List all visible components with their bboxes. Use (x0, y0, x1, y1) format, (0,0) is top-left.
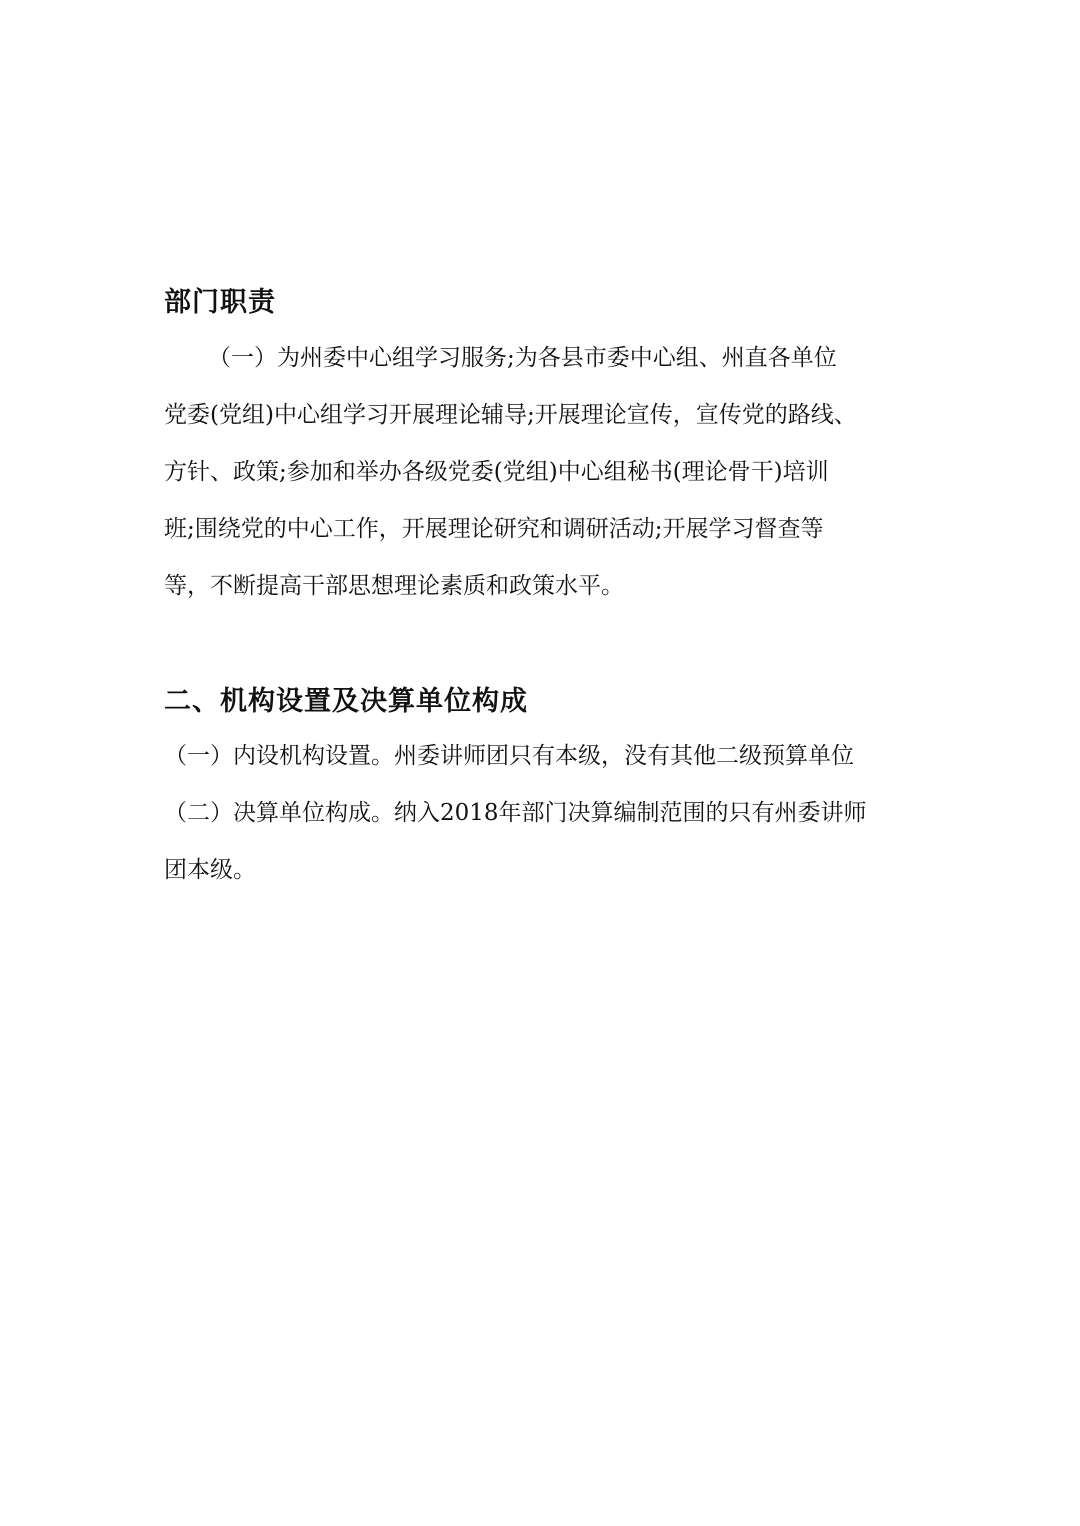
paragraph-line: 方针、政策;参加和举办各级党委(党组)中心组秘书(理论骨干)培训 (164, 459, 829, 485)
department-duties-paragraph (164, 330, 924, 615)
section-heading-department-duties: 部门职责 (164, 287, 276, 318)
paragraph-line: 等，不断提高干部思想理论素质和政策水平。 (164, 573, 624, 599)
paragraph-line: 党委(党组)中心组学习开展理论辅导;开展理论宣传，宣传党的路线、 (164, 402, 857, 428)
section-heading-organization: 二、机构设置及决算单位构成 (164, 686, 528, 717)
paragraph-line: 班;围绕党的中心工作，开展理论研究和调研活动;开展学习督查等 (164, 516, 824, 542)
paragraph-line: （一）为州委中心组学习服务;为各县市委中心组、州直各单位 (208, 345, 837, 371)
paragraph-line: 团本级。 (164, 857, 256, 883)
paragraph-line: （二）决算单位构成。纳入2018年部门决算编制范围的只有州委讲师 (164, 800, 867, 826)
organization-paragraph (164, 728, 924, 899)
paragraph-line: （一）内设机构设置。州委讲师团只有本级，没有其他二级预算单位 (164, 743, 854, 769)
